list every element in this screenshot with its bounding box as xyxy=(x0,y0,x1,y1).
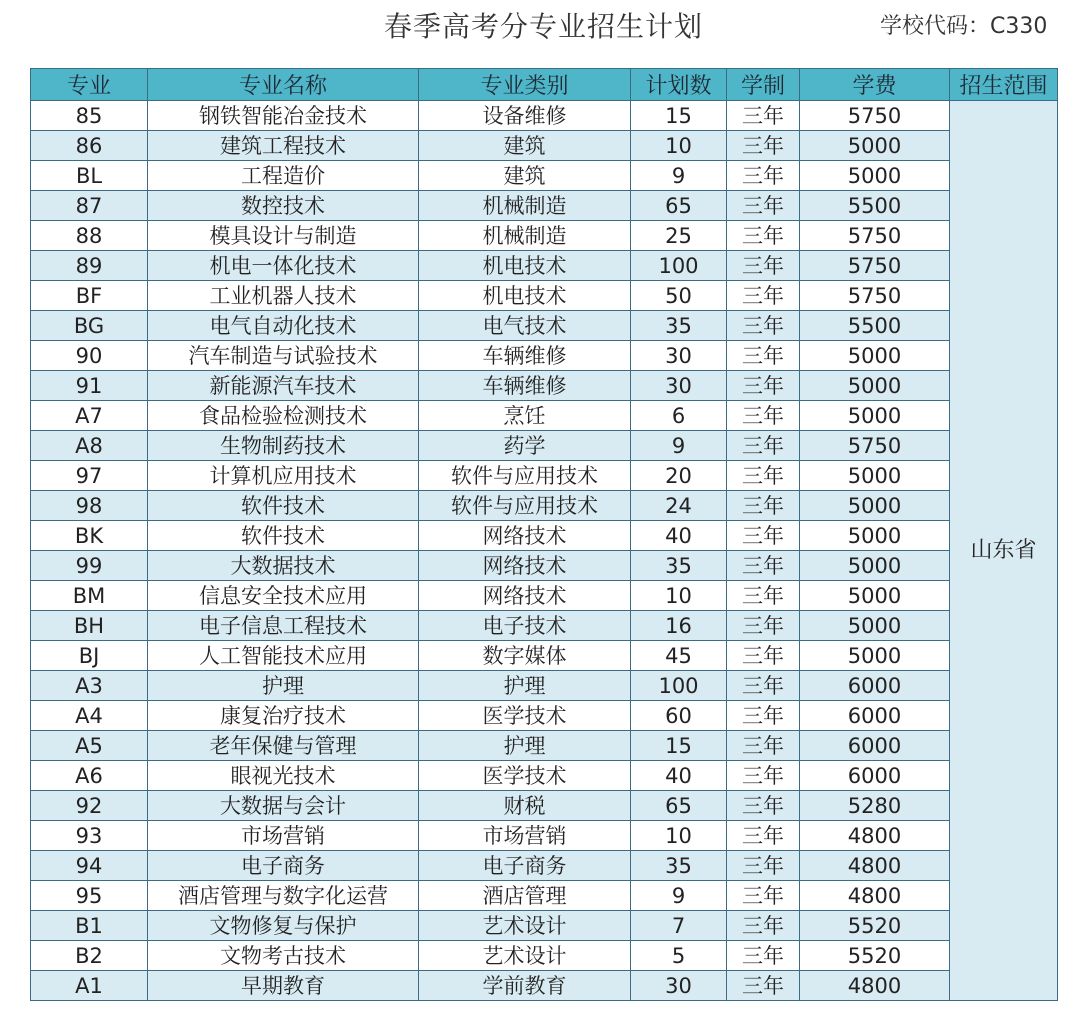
major-code-cell: 98 xyxy=(31,491,148,521)
major-code-cell: A8 xyxy=(31,431,148,461)
major-category-cell: 车辆维修 xyxy=(419,371,631,401)
plan-count-cell: 20 xyxy=(631,461,727,491)
plan-count-cell: 40 xyxy=(631,761,727,791)
major-category-cell: 艺术设计 xyxy=(419,941,631,971)
duration-cell: 三年 xyxy=(727,731,800,761)
major-category-cell: 酒店管理 xyxy=(419,881,631,911)
major-name-cell: 电气自动化技术 xyxy=(148,311,419,341)
major-category-cell: 机械制造 xyxy=(419,221,631,251)
major-category-cell: 网络技术 xyxy=(419,581,631,611)
table-row xyxy=(31,281,1058,311)
tuition-cell: 5000 xyxy=(800,401,950,431)
duration-cell: 三年 xyxy=(727,851,800,881)
major-name-cell: 信息安全技术应用 xyxy=(148,581,419,611)
duration-cell: 三年 xyxy=(727,191,800,221)
major-code-cell: 91 xyxy=(31,371,148,401)
header-major-category: 专业类别 xyxy=(419,69,631,101)
major-category-cell: 数字媒体 xyxy=(419,641,631,671)
duration-cell: 三年 xyxy=(727,251,800,281)
major-name-cell: 眼视光技术 xyxy=(148,761,419,791)
major-name-cell: 文物考古技术 xyxy=(148,941,419,971)
tuition-cell: 5750 xyxy=(800,281,950,311)
table-row xyxy=(31,431,1058,461)
major-code-cell: 92 xyxy=(31,791,148,821)
major-code-cell: 88 xyxy=(31,221,148,251)
table-row xyxy=(31,701,1058,731)
major-code-cell: 99 xyxy=(31,551,148,581)
table-row xyxy=(31,551,1058,581)
major-name-cell: 工业机器人技术 xyxy=(148,281,419,311)
table-row xyxy=(31,971,1058,1001)
page-title: 春季高考分专业招生计划 xyxy=(384,10,704,43)
plan-count-cell: 30 xyxy=(631,371,727,401)
major-name-cell: 数控技术 xyxy=(148,191,419,221)
duration-cell: 三年 xyxy=(727,821,800,851)
major-category-cell: 建筑 xyxy=(419,131,631,161)
major-category-cell: 电子商务 xyxy=(419,851,631,881)
table-row xyxy=(31,791,1058,821)
plan-count-cell: 100 xyxy=(631,251,727,281)
major-category-cell: 软件与应用技术 xyxy=(419,461,631,491)
tuition-cell: 5000 xyxy=(800,611,950,641)
major-name-cell: 建筑工程技术 xyxy=(148,131,419,161)
major-code-cell: BM xyxy=(31,581,148,611)
major-category-cell: 电子技术 xyxy=(419,611,631,641)
duration-cell: 三年 xyxy=(727,881,800,911)
tuition-cell: 5280 xyxy=(800,791,950,821)
plan-count-cell: 35 xyxy=(631,851,727,881)
enrollment-scope-cell: 山东省 xyxy=(950,101,1058,1001)
tuition-cell: 6000 xyxy=(800,701,950,731)
tuition-cell: 5000 xyxy=(800,641,950,671)
tuition-cell: 5000 xyxy=(800,131,950,161)
table-row xyxy=(31,761,1058,791)
major-code-cell: BH xyxy=(31,611,148,641)
major-category-cell: 护理 xyxy=(419,731,631,761)
duration-cell: 三年 xyxy=(727,311,800,341)
plan-count-cell: 30 xyxy=(631,341,727,371)
tuition-cell: 5750 xyxy=(800,431,950,461)
major-name-cell: 市场营销 xyxy=(148,821,419,851)
major-code-cell: 95 xyxy=(31,881,148,911)
major-category-cell: 护理 xyxy=(419,671,631,701)
duration-cell: 三年 xyxy=(727,281,800,311)
major-code-cell: BF xyxy=(31,281,148,311)
major-name-cell: 大数据与会计 xyxy=(148,791,419,821)
duration-cell: 三年 xyxy=(727,521,800,551)
tuition-cell: 4800 xyxy=(800,851,950,881)
tuition-cell: 4800 xyxy=(800,821,950,851)
plan-count-cell: 9 xyxy=(631,431,727,461)
duration-cell: 三年 xyxy=(727,491,800,521)
table-row xyxy=(31,161,1058,191)
duration-cell: 三年 xyxy=(727,101,800,131)
major-code-cell: BJ xyxy=(31,641,148,671)
major-name-cell: 软件技术 xyxy=(148,491,419,521)
table-row xyxy=(31,521,1058,551)
major-name-cell: 人工智能技术应用 xyxy=(148,641,419,671)
major-category-cell: 网络技术 xyxy=(419,521,631,551)
duration-cell: 三年 xyxy=(727,971,800,1001)
major-category-cell: 设备维修 xyxy=(419,101,631,131)
major-name-cell: 生物制药技术 xyxy=(148,431,419,461)
major-category-cell: 医学技术 xyxy=(419,701,631,731)
tuition-cell: 4800 xyxy=(800,881,950,911)
plan-count-cell: 25 xyxy=(631,221,727,251)
major-name-cell: 模具设计与制造 xyxy=(148,221,419,251)
table-row xyxy=(31,221,1058,251)
major-category-cell: 烹饪 xyxy=(419,401,631,431)
tuition-cell: 5000 xyxy=(800,161,950,191)
major-category-cell: 网络技术 xyxy=(419,551,631,581)
major-category-cell: 机械制造 xyxy=(419,191,631,221)
tuition-cell: 5000 xyxy=(800,371,950,401)
major-name-cell: 早期教育 xyxy=(148,971,419,1001)
major-name-cell: 大数据技术 xyxy=(148,551,419,581)
table-row xyxy=(31,101,1058,131)
major-category-cell: 建筑 xyxy=(419,161,631,191)
plan-count-cell: 7 xyxy=(631,911,727,941)
plan-count-cell: 9 xyxy=(631,161,727,191)
table-row xyxy=(31,371,1058,401)
table-row xyxy=(31,191,1058,221)
duration-cell: 三年 xyxy=(727,221,800,251)
duration-cell: 三年 xyxy=(727,131,800,161)
school-code: 学校代码：C330 xyxy=(880,14,1048,39)
major-name-cell: 护理 xyxy=(148,671,419,701)
major-name-cell: 汽车制造与试验技术 xyxy=(148,341,419,371)
tuition-cell: 5000 xyxy=(800,491,950,521)
duration-cell: 三年 xyxy=(727,941,800,971)
major-name-cell: 食品检验检测技术 xyxy=(148,401,419,431)
plan-count-cell: 100 xyxy=(631,671,727,701)
duration-cell: 三年 xyxy=(727,701,800,731)
major-category-cell: 药学 xyxy=(419,431,631,461)
header-plan-count: 计划数 xyxy=(631,69,727,101)
table-row xyxy=(31,251,1058,281)
table-row xyxy=(31,461,1058,491)
major-category-cell: 电气技术 xyxy=(419,311,631,341)
tuition-cell: 5500 xyxy=(800,311,950,341)
table-row xyxy=(31,401,1058,431)
table-row xyxy=(31,131,1058,161)
major-code-cell: BG xyxy=(31,311,148,341)
plan-count-cell: 6 xyxy=(631,401,727,431)
tuition-cell: 5000 xyxy=(800,551,950,581)
plan-count-cell: 30 xyxy=(631,971,727,1001)
duration-cell: 三年 xyxy=(727,791,800,821)
tuition-cell: 5750 xyxy=(800,251,950,281)
major-name-cell: 酒店管理与数字化运营 xyxy=(148,881,419,911)
table-row xyxy=(31,311,1058,341)
major-name-cell: 软件技术 xyxy=(148,521,419,551)
tuition-cell: 6000 xyxy=(800,671,950,701)
major-code-cell: 86 xyxy=(31,131,148,161)
plan-count-cell: 60 xyxy=(631,701,727,731)
plan-count-cell: 35 xyxy=(631,311,727,341)
tuition-cell: 5000 xyxy=(800,461,950,491)
header-major-code: 专业 xyxy=(31,69,148,101)
major-category-cell: 艺术设计 xyxy=(419,911,631,941)
plan-count-cell: 15 xyxy=(631,731,727,761)
plan-count-cell: 40 xyxy=(631,521,727,551)
major-name-cell: 计算机应用技术 xyxy=(148,461,419,491)
header-major-name: 专业名称 xyxy=(148,69,419,101)
major-code-cell: A6 xyxy=(31,761,148,791)
duration-cell: 三年 xyxy=(727,461,800,491)
table-row xyxy=(31,731,1058,761)
tuition-cell: 5500 xyxy=(800,191,950,221)
table-body xyxy=(31,101,1058,1001)
tuition-cell: 5750 xyxy=(800,101,950,131)
table-row xyxy=(31,821,1058,851)
major-code-cell: 89 xyxy=(31,251,148,281)
duration-cell: 三年 xyxy=(727,341,800,371)
major-name-cell: 电子商务 xyxy=(148,851,419,881)
table-row xyxy=(31,491,1058,521)
major-category-cell: 车辆维修 xyxy=(419,341,631,371)
major-category-cell: 机电技术 xyxy=(419,281,631,311)
plan-count-cell: 10 xyxy=(631,581,727,611)
tuition-cell: 6000 xyxy=(800,731,950,761)
major-category-cell: 医学技术 xyxy=(419,761,631,791)
major-name-cell: 钢铁智能冶金技术 xyxy=(148,101,419,131)
plan-count-cell: 65 xyxy=(631,191,727,221)
major-category-cell: 软件与应用技术 xyxy=(419,491,631,521)
plan-count-cell: 9 xyxy=(631,881,727,911)
duration-cell: 三年 xyxy=(727,371,800,401)
duration-cell: 三年 xyxy=(727,551,800,581)
major-code-cell: A5 xyxy=(31,731,148,761)
tuition-cell: 5750 xyxy=(800,221,950,251)
major-name-cell: 老年保健与管理 xyxy=(148,731,419,761)
duration-cell: 三年 xyxy=(727,581,800,611)
major-code-cell: 97 xyxy=(31,461,148,491)
duration-cell: 三年 xyxy=(727,671,800,701)
major-name-cell: 文物修复与保护 xyxy=(148,911,419,941)
major-code-cell: A1 xyxy=(31,971,148,1001)
plan-count-cell: 16 xyxy=(631,611,727,641)
tuition-cell: 5520 xyxy=(800,911,950,941)
major-code-cell: B1 xyxy=(31,911,148,941)
major-code-cell: 90 xyxy=(31,341,148,371)
major-code-cell: 93 xyxy=(31,821,148,851)
major-code-cell: 85 xyxy=(31,101,148,131)
plan-count-cell: 10 xyxy=(631,821,727,851)
duration-cell: 三年 xyxy=(727,641,800,671)
major-code-cell: A3 xyxy=(31,671,148,701)
major-code-cell: 94 xyxy=(31,851,148,881)
major-code-cell: 87 xyxy=(31,191,148,221)
plan-count-cell: 10 xyxy=(631,131,727,161)
major-code-cell: B2 xyxy=(31,941,148,971)
header-tuition: 学费 xyxy=(800,69,950,101)
major-name-cell: 机电一体化技术 xyxy=(148,251,419,281)
plan-count-cell: 35 xyxy=(631,551,727,581)
plan-count-cell: 5 xyxy=(631,941,727,971)
duration-cell: 三年 xyxy=(727,431,800,461)
table-row xyxy=(31,881,1058,911)
table-row xyxy=(31,671,1058,701)
table-row xyxy=(31,941,1058,971)
major-name-cell: 康复治疗技术 xyxy=(148,701,419,731)
major-name-cell: 新能源汽车技术 xyxy=(148,371,419,401)
tuition-cell: 5520 xyxy=(800,941,950,971)
plan-count-cell: 65 xyxy=(631,791,727,821)
major-name-cell: 工程造价 xyxy=(148,161,419,191)
header-row xyxy=(31,69,1058,101)
plan-count-cell: 45 xyxy=(631,641,727,671)
duration-cell: 三年 xyxy=(727,911,800,941)
table-row xyxy=(31,851,1058,881)
major-code-cell: A4 xyxy=(31,701,148,731)
major-name-cell: 电子信息工程技术 xyxy=(148,611,419,641)
tuition-cell: 5000 xyxy=(800,521,950,551)
major-category-cell: 财税 xyxy=(419,791,631,821)
tuition-cell: 5000 xyxy=(800,341,950,371)
major-category-cell: 学前教育 xyxy=(419,971,631,1001)
major-category-cell: 市场营销 xyxy=(419,821,631,851)
plan-count-cell: 15 xyxy=(631,101,727,131)
tuition-cell: 6000 xyxy=(800,761,950,791)
major-code-cell: BK xyxy=(31,521,148,551)
duration-cell: 三年 xyxy=(727,161,800,191)
major-code-cell: A7 xyxy=(31,401,148,431)
plan-count-cell: 24 xyxy=(631,491,727,521)
tuition-cell: 4800 xyxy=(800,971,950,1001)
table-row xyxy=(31,911,1058,941)
tuition-cell: 5000 xyxy=(800,581,950,611)
plan-count-cell: 50 xyxy=(631,281,727,311)
duration-cell: 三年 xyxy=(727,401,800,431)
table-row xyxy=(31,641,1058,671)
enrollment-plan-table xyxy=(30,68,1058,1001)
table-row xyxy=(31,611,1058,641)
duration-cell: 三年 xyxy=(727,761,800,791)
major-code-cell: BL xyxy=(31,161,148,191)
header-duration: 学制 xyxy=(727,69,800,101)
major-category-cell: 机电技术 xyxy=(419,251,631,281)
duration-cell: 三年 xyxy=(727,611,800,641)
table-row xyxy=(31,581,1058,611)
header-enrollment-scope: 招生范围 xyxy=(950,69,1058,101)
table-row xyxy=(31,341,1058,371)
